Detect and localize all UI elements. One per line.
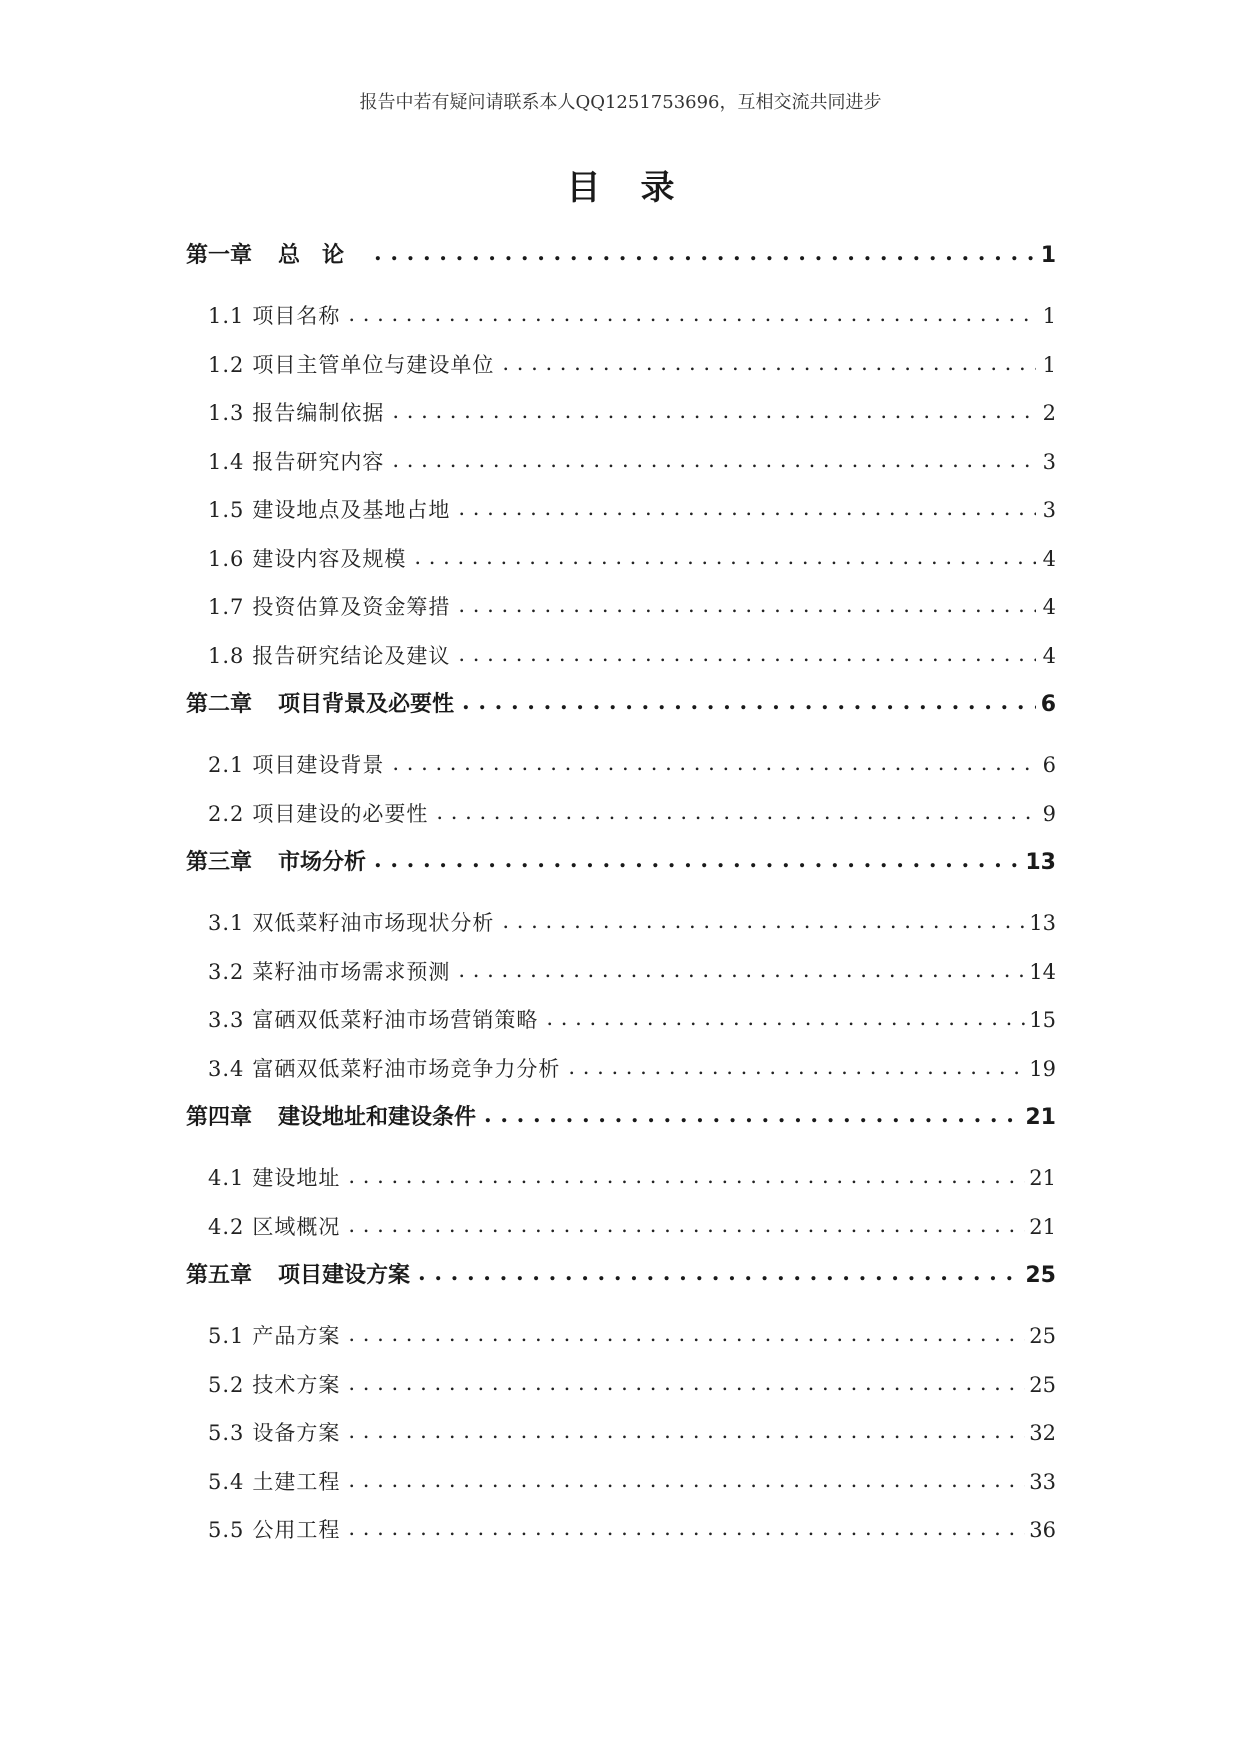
toc-entry-label (208, 1000, 538, 1040)
toc-section-entry[interactable] (186, 1049, 1056, 1098)
toc-entry-number: 1.6 (208, 546, 245, 571)
toc-section-entry[interactable] (186, 1510, 1056, 1559)
toc-entry-number: 3.4 (208, 1056, 245, 1081)
toc-entry-label (208, 1049, 560, 1089)
toc-entry-number: 2.2 (208, 801, 245, 826)
toc-entry-title: 项目背景及必要性 (278, 692, 455, 717)
toc-entry-number: 5.1 (208, 1324, 245, 1348)
toc-section-entry[interactable] (186, 952, 1056, 1001)
dot-leader (414, 537, 1036, 577)
toc-section-entry[interactable] (186, 1365, 1056, 1414)
toc-entry-title: 项目名称 (252, 304, 341, 328)
dot-leader (392, 391, 1036, 431)
toc-entry-title: 投资估算及资金筹措 (252, 595, 451, 619)
dot-leader (458, 585, 1036, 625)
dot-leader (458, 950, 1025, 990)
toc-chapter-entry[interactable] (186, 684, 1056, 745)
toc-entry-label (186, 843, 366, 883)
dot-leader (348, 1205, 1025, 1245)
toc-entry-number: 第二章 (186, 692, 253, 717)
toc-entry-label (208, 345, 494, 385)
dot-leader (458, 488, 1036, 528)
toc-entry-page-number: 33 (1029, 1469, 1056, 1494)
toc-entry-title: 土建工程 (252, 1469, 341, 1494)
toc-entry-page-number: 6 (1042, 753, 1056, 777)
toc-chapter-entry[interactable] (186, 1097, 1056, 1158)
toc-entry-title: 项目建设方案 (278, 1263, 411, 1288)
dot-leader (458, 634, 1036, 674)
toc-entry-page-number: 32 (1029, 1421, 1056, 1445)
toc-title: 目录 (566, 168, 715, 208)
toc-entry-number: 5.3 (208, 1421, 245, 1445)
dot-leader (436, 792, 1036, 832)
toc-entry-page-number: 25 (1025, 1263, 1056, 1288)
toc-entry-title: 菜籽油市场需求预测 (252, 959, 451, 984)
toc-entry-title: 总论 (278, 243, 367, 268)
toc-entry-label (208, 442, 384, 482)
dot-leader (348, 1411, 1025, 1451)
toc-entry-label (208, 794, 428, 834)
toc-section-entry[interactable] (186, 1000, 1056, 1049)
toc-section-entry[interactable] (186, 1316, 1056, 1365)
toc-entry-number: 3.3 (208, 1008, 245, 1032)
toc-entry-label (208, 1316, 340, 1356)
toc-entry-number: 第五章 (186, 1263, 253, 1288)
toc-entry-page-number: 21 (1029, 1214, 1056, 1239)
toc-entry-title: 富硒双低菜籽油市场竞争力分析 (252, 1056, 561, 1081)
toc-entry-number: 1.5 (208, 498, 245, 522)
toc-entry-number: 5.4 (208, 1469, 245, 1494)
toc-section-entry[interactable] (186, 636, 1056, 685)
toc-entry-page-number: 25 (1029, 1372, 1056, 1397)
toc-section-entry[interactable] (186, 1413, 1056, 1462)
toc-entry-page-number: 15 (1029, 1008, 1056, 1032)
toc-entry-page-number: 4 (1042, 595, 1056, 619)
toc-entry-title: 设备方案 (252, 1421, 341, 1445)
toc-entry-page-number: 1 (1040, 243, 1056, 268)
toc-entry-number: 2.1 (208, 753, 245, 777)
toc-section-entry[interactable] (186, 1207, 1056, 1256)
dot-leader (502, 901, 1025, 941)
toc-entry-label (208, 1510, 340, 1550)
toc-entry-label (208, 903, 494, 943)
dot-leader (374, 840, 1021, 880)
toc-entry-number: 1.4 (208, 449, 245, 474)
toc-section-entry[interactable] (186, 345, 1056, 394)
dot-leader (348, 1460, 1025, 1500)
toc-entry-page-number: 13 (1025, 850, 1056, 875)
toc-entry-page-number: 25 (1029, 1324, 1056, 1348)
toc-entry-label (208, 587, 450, 627)
toc-entry-title: 建设内容及规模 (252, 546, 407, 571)
toc-entry-title: 报告编制依据 (252, 401, 385, 425)
toc-entry-title: 建设地址和建设条件 (278, 1105, 477, 1130)
dot-leader (348, 1363, 1025, 1403)
toc-entry-label (186, 685, 454, 725)
toc-entry-page-number: 9 (1042, 801, 1056, 826)
toc-chapter-entry[interactable] (186, 235, 1056, 296)
toc-entry-page-number: 1 (1042, 304, 1056, 328)
toc-section-entry[interactable] (186, 490, 1056, 539)
dot-leader (392, 440, 1036, 480)
toc-chapter-entry[interactable] (186, 842, 1056, 903)
toc-entry-page-number: 13 (1029, 911, 1056, 935)
toc-entry-page-number: 4 (1042, 546, 1056, 571)
toc-entry-page-number: 36 (1029, 1518, 1056, 1542)
toc-entry-title: 建设地址 (252, 1166, 341, 1190)
dot-leader (348, 294, 1036, 334)
toc-entry-title: 技术方案 (252, 1372, 341, 1397)
toc-entry-label (186, 1256, 410, 1296)
toc-entry-label (208, 745, 384, 785)
toc-entry-number: 第三章 (186, 850, 253, 875)
toc-entry-number: 4.2 (208, 1214, 245, 1239)
dot-leader (392, 743, 1036, 783)
toc-entry-title: 报告研究结论及建议 (252, 643, 451, 668)
toc-entry-label (208, 952, 450, 992)
toc-section-entry[interactable] (186, 794, 1056, 843)
dot-leader (502, 343, 1036, 383)
toc-entry-label (208, 539, 406, 579)
toc-section-entry[interactable] (186, 442, 1056, 491)
toc-entry-title: 富硒双低菜籽油市场营销策略 (252, 1008, 539, 1032)
toc-entry-title: 项目建设的必要性 (252, 801, 429, 826)
toc-entry-title: 产品方案 (252, 1324, 341, 1348)
toc-entry-title: 报告研究内容 (252, 449, 385, 474)
toc-entry-page-number: 1 (1042, 352, 1056, 377)
toc-entry-page-number: 6 (1040, 692, 1056, 717)
toc-entry-label (208, 636, 450, 676)
dot-leader (568, 1047, 1025, 1087)
toc-section-entry[interactable] (186, 296, 1056, 345)
toc-entry-label (208, 1413, 340, 1453)
toc-entry-number: 5.2 (208, 1372, 245, 1397)
header-note: 报告中若有疑问请联系本人QQ1251753696，互相交流共同进步 (359, 92, 882, 113)
dot-leader (546, 998, 1025, 1038)
toc-entry-title: 项目建设背景 (252, 753, 385, 777)
toc-entry-number: 1.7 (208, 595, 245, 619)
toc-chapter-entry[interactable] (186, 1255, 1056, 1316)
toc-entry-number: 3.1 (208, 911, 245, 935)
toc-entry-title: 双低菜籽油市场现状分析 (252, 911, 495, 935)
toc-section-entry[interactable] (186, 539, 1056, 588)
toc-entry-label (208, 296, 340, 336)
toc-entry-label (186, 236, 366, 276)
toc-entry-title: 市场分析 (278, 850, 367, 875)
toc-entry-title: 项目主管单位与建设单位 (252, 352, 495, 377)
toc-entry-page-number: 21 (1025, 1105, 1056, 1130)
dot-leader (348, 1314, 1025, 1354)
toc-entry-number: 1.1 (208, 304, 245, 328)
dot-leader (418, 1253, 1021, 1293)
toc-entry-number: 第四章 (186, 1105, 253, 1130)
dot-leader (484, 1095, 1021, 1135)
toc-entry-page-number: 2 (1042, 401, 1056, 425)
dot-leader (462, 682, 1036, 722)
toc-section-entry[interactable] (186, 1462, 1056, 1511)
toc-entry-label (186, 1098, 476, 1138)
toc-section-entry[interactable] (186, 587, 1056, 636)
toc-entry-number: 1.8 (208, 643, 245, 668)
toc-entry-number: 1.2 (208, 352, 245, 377)
toc-section-entry[interactable] (186, 1158, 1056, 1207)
toc-entry-title: 建设地点及基地占地 (252, 498, 451, 522)
dot-leader (374, 233, 1036, 273)
dot-leader (348, 1156, 1025, 1196)
toc-entry-title: 区域概况 (252, 1214, 341, 1239)
toc-entry-number: 5.5 (208, 1518, 245, 1542)
toc-entry-page-number: 4 (1042, 643, 1056, 668)
toc-entry-page-number: 3 (1042, 498, 1056, 522)
toc-entry-page-number: 3 (1042, 449, 1056, 474)
toc-entry-label (208, 490, 450, 530)
toc-entry-number: 3.2 (208, 959, 245, 984)
dot-leader (348, 1508, 1025, 1548)
toc-section-entry[interactable] (186, 745, 1056, 794)
toc-entry-label (208, 393, 384, 433)
toc-section-entry[interactable] (186, 903, 1056, 952)
toc-section-entry[interactable] (186, 393, 1056, 442)
toc-entry-title: 公用工程 (252, 1518, 341, 1542)
toc-entry-page-number: 19 (1029, 1056, 1056, 1081)
toc-entry-label (208, 1365, 340, 1405)
toc-entry-label (208, 1158, 340, 1198)
toc-entry-number: 1.3 (208, 401, 245, 425)
toc-entry-number: 第一章 (186, 243, 253, 268)
toc-entry-number: 4.1 (208, 1166, 245, 1190)
toc-list (186, 235, 1056, 1559)
toc-entry-page-number: 14 (1029, 959, 1056, 984)
toc-entry-label (208, 1462, 340, 1502)
toc-entry-page-number: 21 (1029, 1166, 1056, 1190)
toc-entry-label (208, 1207, 340, 1247)
